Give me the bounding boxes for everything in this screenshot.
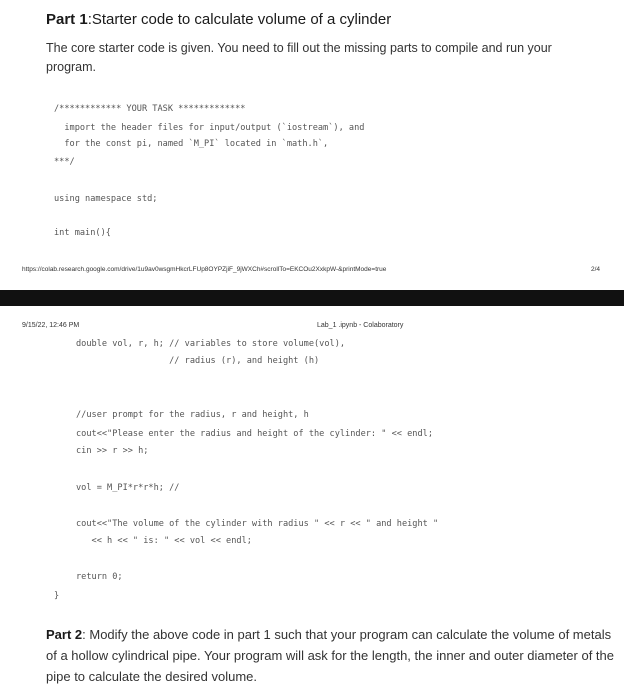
footer-url: https://colab.research.google.com/drive/1u9av0wsgmHkcrLFUp8OYPZjiF_9jWXCh#scrollTo=EKCOu2XxkpW-&printMode=true xyxy=(22,266,387,273)
code-line: using namespace std; xyxy=(54,194,158,204)
code-line: << h << " is: " << vol << endl; xyxy=(76,536,252,546)
code-line: return 0; xyxy=(76,572,123,582)
header-date: 9/15/22, 12:46 PM xyxy=(22,322,80,329)
code-line: ***/ xyxy=(54,157,75,167)
code-line: } xyxy=(54,591,60,601)
code-line: //user prompt for the radius, r and height, h xyxy=(76,410,309,420)
code-line: int main(){ xyxy=(54,228,111,238)
page-divider xyxy=(0,290,624,306)
part1-intro: The core starter code is given. You need to fill out the missing parts to compile and run your program. xyxy=(46,41,552,74)
code-line: vol = M_PI*r*r*h; // xyxy=(76,483,180,493)
code-line: /************ YOUR TASK ************* xyxy=(54,104,246,114)
code-line: // radius (r), and height (h) xyxy=(76,356,320,366)
code-line: double vol, r, h; // variables to store volume(vol), xyxy=(76,339,346,349)
header-notebook-title: Lab_1 .ipynb - Colaboratory xyxy=(317,322,404,329)
code-line: cin >> r >> h; xyxy=(76,446,149,456)
part1-heading: Part 1:Starter code to calculate volume of a cylinder xyxy=(46,11,392,28)
part2-paragraph: Part 2: Modify the above code in part 1 such that your program can calculate the volume of metals of a hollow cylindrical pipe. Your program will ask for the length, the inner and outer diameter of the pipe to calculate the desired volume. xyxy=(46,627,614,684)
code-line: import the header files for input/output (`iostream`), and xyxy=(54,123,365,133)
code-line: for the const pi, named `M_PI` located in `math.h`, xyxy=(54,139,329,149)
code-line: cout<<"The volume of the cylinder with radius " << r << " and height " xyxy=(76,519,439,529)
footer-page-number: 2/4 xyxy=(591,266,601,273)
document-page-2 xyxy=(0,306,624,700)
code-line: cout<<"Please enter the radius and height of the cylinder: " << endl; xyxy=(76,429,433,439)
document-page-1 xyxy=(0,0,624,290)
